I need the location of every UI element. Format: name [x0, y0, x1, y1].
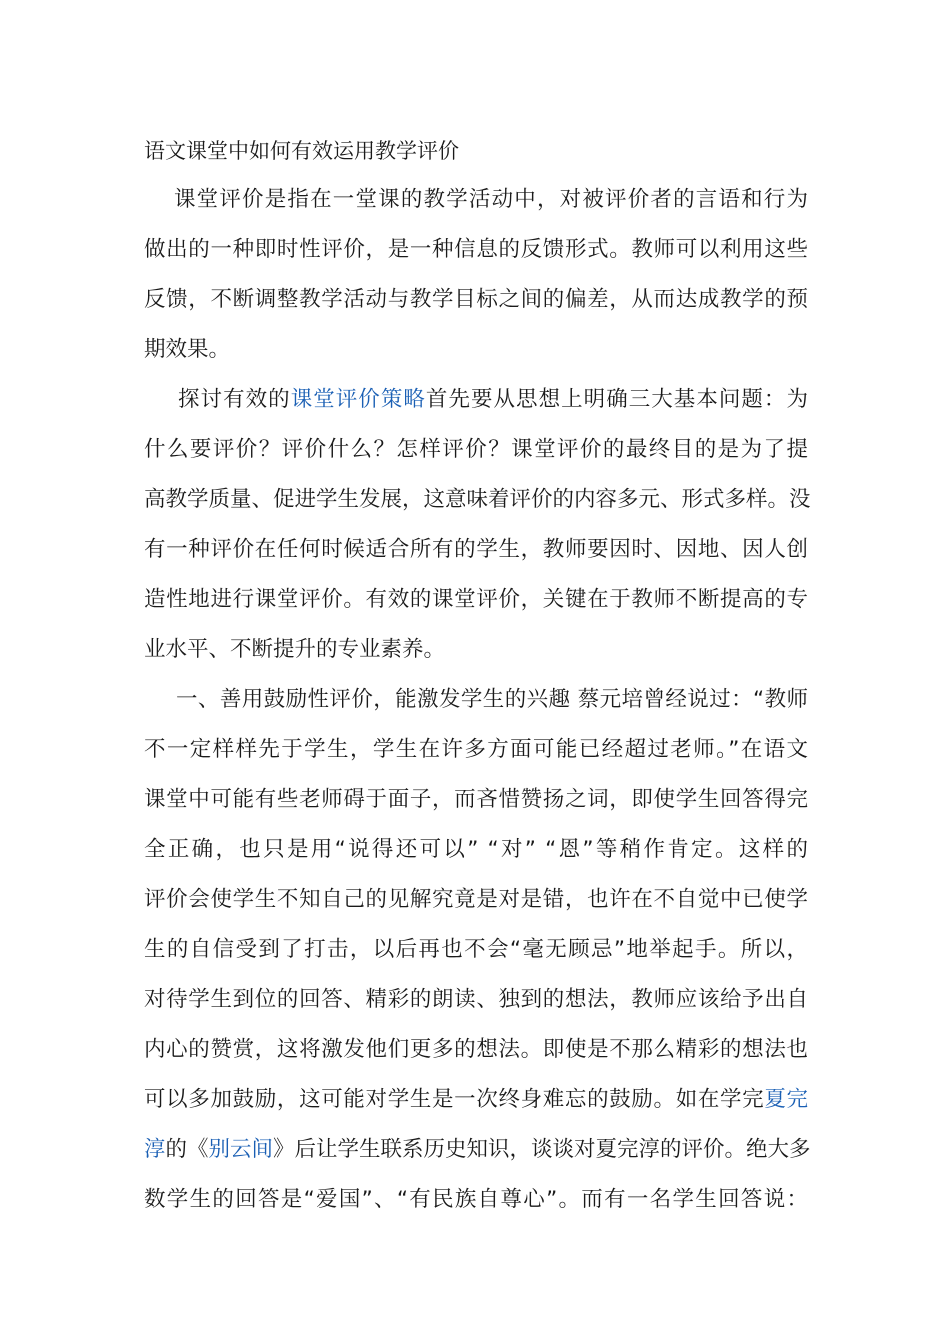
- classroom-evaluation-strategy-link[interactable]: 课堂评价策略: [290, 387, 426, 412]
- paragraph-2-line-6: 业水平、不断提升的专业素养。: [144, 637, 446, 662]
- paragraph-2-line-1: [178, 383, 808, 417]
- paragraph-3-line-3: 课堂中可能有些老师碍于面子，而吝惜赞扬之词，即使学生回答得完: [144, 787, 808, 812]
- paragraph-3-line-8: 内心的赞赏，这将激发他们更多的想法。即使是不那么精彩的想法也: [144, 1037, 808, 1062]
- paragraph-2-text-before-link: 探讨有效的: [178, 387, 291, 412]
- paragraph-3-line-9: [144, 1083, 808, 1117]
- paragraph-3-line-1: 一、善用鼓励性评价，能激发学生的兴趣 蔡元培曾经说过：“教师: [176, 687, 808, 712]
- paragraph-3-line-7: 对待学生到位的回答、精彩的朗读、独到的想法，教师应该给予出自: [144, 987, 808, 1012]
- xia-wanchun-link-part-2[interactable]: 淳: [144, 1137, 166, 1162]
- paragraph-2-line-4: 有一种评价在任何时候适合所有的学生，教师要因时、因地、因人创: [144, 537, 808, 562]
- paragraph-3-line-6: 生的自信受到了打击，以后再也不会“毫无顾忌”地举起手。所以，: [144, 937, 808, 962]
- paragraph-3-line-9-text: 可以多加鼓励，这可能对学生是一次终身难忘的鼓励。如在学完: [144, 1087, 765, 1112]
- paragraph-3-line-2: 不一定样样先于学生，学生在许多方面可能已经超过老师。”在语文: [144, 737, 808, 762]
- xia-wanchun-link-part-1[interactable]: 夏完: [764, 1087, 808, 1112]
- document-title: 语文课堂中如何有效运用教学评价: [144, 139, 459, 163]
- paragraph-2-text-after-link: 首先要从思想上明确三大基本问题：为: [425, 387, 808, 412]
- paragraph-3-line-4: 全正确，也只是用“说得还可以” “对” “恩”等稍作肯定。这样的: [144, 837, 808, 862]
- paragraph-2-line-3: 高教学质量、促进学生发展，这意味着评价的内容多元、形式多样。没: [144, 487, 811, 512]
- paragraph-2-line-2: 什么要评价？评价什么？怎样评价？课堂评价的最终目的是为了提: [144, 437, 808, 462]
- paragraph-3-line-11: 数学生的回答是“爱国”、“有民族自尊心”。而有一名学生回答说：: [144, 1187, 808, 1212]
- paragraph-1-line-2: 做出的一种即时性评价，是一种信息的反馈形式。教师可以利用这些: [144, 237, 808, 262]
- paragraph-3-line-10-text-b: 》后让学生联系历史知识，谈谈对夏完淳的评价。绝大多: [273, 1137, 811, 1162]
- paragraph-3-line-10-text-a: 的《: [165, 1137, 209, 1162]
- paragraph-1-line-1: 课堂评价是指在一堂课的教学活动中，对被评价者的言语和行为: [174, 187, 808, 212]
- paragraph-3-line-10: [144, 1133, 811, 1167]
- paragraph-2-line-5: 造性地进行课堂评价。有效的课堂评价，关键在于教师不断提高的专: [144, 587, 808, 612]
- bie-yun-jian-link[interactable]: 别云间: [208, 1137, 274, 1162]
- paragraph-1-line-3: 反馈，不断调整教学活动与教学目标之间的偏差，从而达成教学的预: [144, 287, 808, 312]
- paragraph-3-line-5: 评价会使学生不知自己的见解究竟是对是错，也许在不自觉中已使学: [144, 887, 808, 912]
- paragraph-1-line-4: 期效果。: [144, 337, 231, 362]
